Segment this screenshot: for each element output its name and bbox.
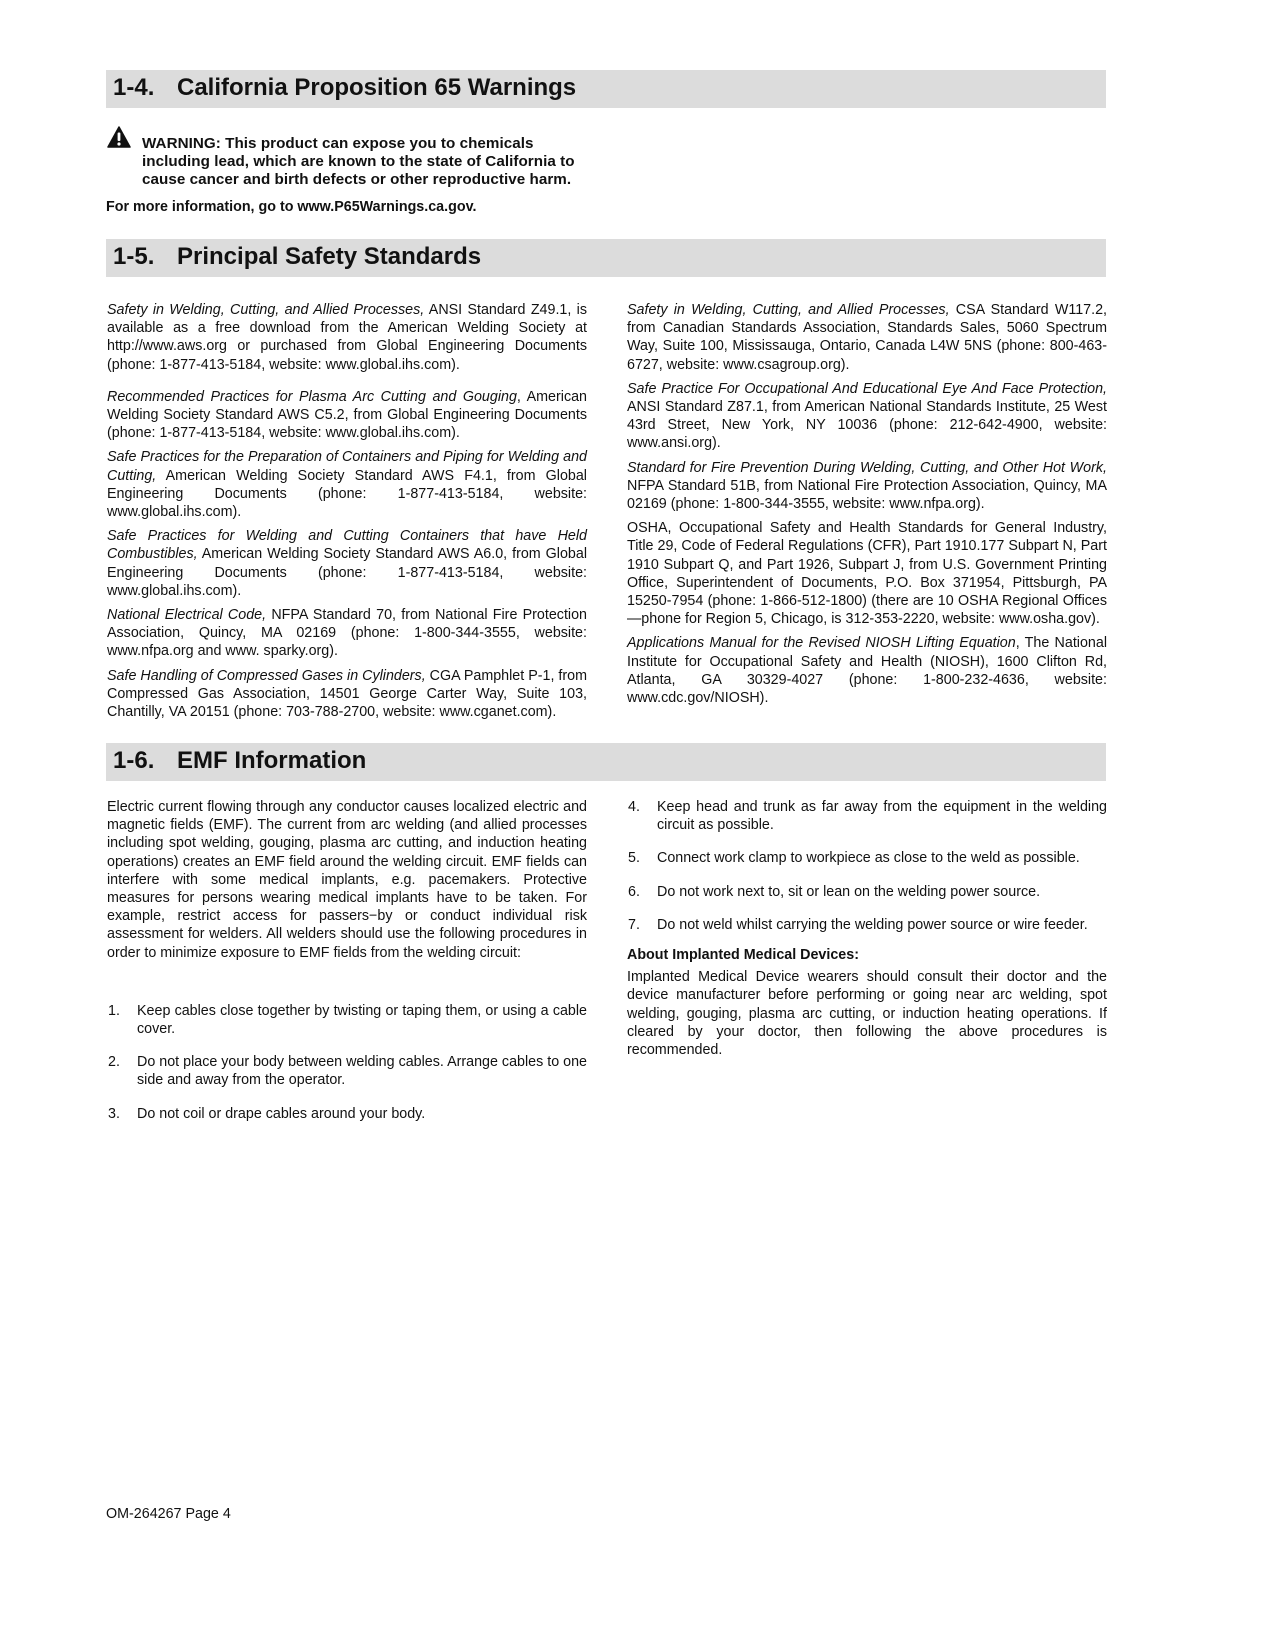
- warning-triangle-icon: [107, 126, 131, 148]
- section-title: California Proposition 65 Warnings: [177, 74, 577, 101]
- standard-details: CSA Standard W117.2, from Canadian Standards Association, Standards Sales, 5060 Spectrum Way, Suite 100, Mississauga, Ontario, Canada L4W 5NS (phone: 800-463-6727, website: www.csagroup.org).: [627, 302, 1108, 373]
- standard-details: ANSI Standard Z49.1, is available as a free download from the American Welding Society at http://www.aws.org or purchased from Global Engineering Documents (phone: 1-877-413-5184, website: www.global.ihs.com).: [107, 302, 587, 373]
- standard-entry: [107, 388, 587, 443]
- page-footer: OM-264267 Page 4: [106, 1506, 231, 1522]
- list-number: 7.: [628, 916, 640, 933]
- section-title: Principal Safety Standards: [177, 243, 482, 270]
- standard-details: , American Welding Society Standard AWS C5.2, from Global Engineering Documents (phone: 1-877-413-5184, website: www.global.ihs.com).: [107, 388, 587, 442]
- section-header-standards: [106, 239, 1106, 277]
- list-number: 5.: [628, 850, 640, 867]
- list-number: 4.: [628, 799, 640, 815]
- standard-title: Safe Practices for the Preparation of Containers and Piping for Welding and Cutting,: [107, 449, 587, 484]
- implant-text: Implanted Medical Device wearers should consult their doctor and the device manufacturer before performing or going near arc welding, spot welding, gouging, plasma arc cutting, or induction heating operations. If cleared by your doctor, then following the above procedures is recommended.: [627, 969, 1107, 1059]
- standard-entry: [107, 527, 587, 600]
- standard-title: Standard for Fire Prevention During Welding, Cutting, and Other Hot Work,: [627, 459, 1107, 476]
- standard-title: Safety in Welding, Cutting, and Allied Processes,: [627, 302, 950, 318]
- list-number: 2.: [108, 1054, 120, 1071]
- standard-entry: [627, 634, 1107, 707]
- standard-entry: [627, 380, 1107, 453]
- standard-entry: [627, 459, 1107, 514]
- standards-left-column: [107, 301, 587, 727]
- list-text: Keep cables close together by twisting or taping them, or using a cable cover.: [137, 1002, 587, 1038]
- list-text: Keep head and trunk as far away from the equipment in the welding circuit as possible.: [657, 799, 1107, 834]
- emf-list-item: [627, 849, 1107, 867]
- standard-details: American Welding Society Standard AWS A6.0, from Global Engineering Documents (phone: 1-877-413-5184, website: www.global.ihs.com).: [107, 546, 587, 599]
- standard-title: Safe Practices for Welding and Cutting Containers that have Held Combustibles,: [107, 528, 587, 563]
- standard-details: CGA Pamphlet P-1, from Compressed Gas Association, 14501 George Carter Way, Suite 103, Chantilly, VA 20151 (phone: 703-788-2700, website: www.cganet.com).: [107, 667, 587, 721]
- emf-list-item: [107, 1105, 587, 1123]
- section-title: EMF Information: [177, 747, 367, 774]
- section-number: 1-4.: [113, 74, 155, 101]
- implant-heading: About Implanted Medical Devices:: [627, 947, 859, 964]
- list-text: Connect work clamp to workpiece as close to the weld as possible.: [657, 850, 1080, 867]
- list-text: Do not place your body between welding cables. Arrange cables to one side and away from the operator.: [137, 1054, 587, 1089]
- emf-right-column: [627, 798, 1107, 1065]
- section-header-prop65: [106, 70, 1106, 108]
- standard-details: NFPA Standard 51B, from National Fire Protection Association, Quincy, MA 02169 (phone: 1-800-344-3555, website: www.nfpa.org).: [627, 477, 1107, 513]
- list-number: 3.: [108, 1105, 120, 1122]
- standard-details: OSHA, Occupational Safety and Health Standards for General Industry, Title 29, Code of Federal Regulations (CFR), Part 1910.177 Subpart N, Part 1910 Subpart Q, and Part 1926, Subpart J, from U.S. Government Printing Office, Superintendent of Documents, P.O. Box 371954, Pittsburgh, PA 15250-7954 (phone: 1-866-512-1800) (there are 10 OSHA Regional Offices—phone for Region 5, Chicago, is 312-353-2220, website: www.osha.gov).: [627, 520, 1107, 628]
- emf-list-item: [107, 1053, 587, 1089]
- emf-left-column: [107, 798, 587, 1138]
- standard-title: Applications Manual for the Revised NIOSH Lifting Equation: [627, 635, 1016, 652]
- standard-details: American Welding Society Standard AWS F4.1, from Global Engineering Documents (phone: 1-877-413-5184, website: www.global.ihs.com).: [107, 467, 587, 521]
- standard-entry: [107, 301, 587, 374]
- section-number: 1-6.: [113, 747, 155, 774]
- warning-text: WARNING: This product can expose you to chemicals including lead, which are known to the state of California to cause cancer and birth defects or other reproductive harm.: [142, 135, 575, 188]
- standard-details: NFPA Standard 70, from National Fire Protection Association, Quincy, MA 02169 (phone: 1-800-344-3555, website: www.nfpa.org and www. sparky.org).: [107, 607, 588, 660]
- standard-title: Safe Practice For Occupational And Educational Eye And Face Protection,: [627, 380, 1107, 397]
- emf-list-item: [627, 798, 1107, 834]
- standard-entry: [107, 667, 587, 722]
- standard-title: Safety in Welding, Cutting, and Allied Processes,: [107, 302, 425, 318]
- standards-right-column: [627, 301, 1107, 713]
- list-text: Do not weld whilst carrying the welding power source or wire feeder.: [657, 916, 1088, 933]
- list-number: 6.: [628, 883, 640, 900]
- standard-details: , The National Institute for Occupational Safety and Health (NIOSH), 1600 Clifton Rd, Atlanta, GA 30329-4027 (phone: 1-800-232-4636, website: www.cdc.gov/NIOSH).: [627, 635, 1107, 707]
- section-number: 1-5.: [113, 243, 155, 270]
- section-header-emf: [106, 743, 1106, 781]
- more-info-link[interactable]: For more information, go to www.P65Warnings.ca.gov.: [106, 199, 477, 215]
- standard-title: National Electrical Code,: [107, 607, 267, 624]
- emf-list-item: [107, 1002, 587, 1038]
- standard-title: Recommended Practices for Plasma Arc Cutting and Gouging: [107, 388, 517, 405]
- emf-list-item: [627, 883, 1107, 901]
- standard-entry: [627, 301, 1107, 374]
- list-number: 1.: [108, 1002, 120, 1019]
- emf-intro: Electric current flowing through any conductor causes localized electric and magnetic fields (EMF). The current from arc welding (and allied processes including spot welding, gouging, plasma arc cutting, and induction heating operations) creates an EMF field around the welding circuit. EMF fields can interfere with some medical implants, e.g. pacemakers. Protective measures for persons wearing medical implants have to be taken. For example, restrict access for passers−by or conduct individual risk assessment for welders. All welders should use the following procedures in order to minimize exposure to EMF fields from the welding circuit:: [107, 799, 587, 961]
- standard-entry: [627, 519, 1107, 628]
- list-text: Do not coil or drape cables around your body.: [137, 1105, 426, 1122]
- standard-entry: [107, 606, 587, 661]
- standard-title: Safe Handling of Compressed Gases in Cylinders,: [107, 667, 426, 684]
- list-text: Do not work next to, sit or lean on the welding power source.: [657, 883, 1041, 900]
- standard-details: ANSI Standard Z87.1, from American National Standards Institute, 25 West 43rd Street, New York, NY 10036 (phone: 212-642-4900, website: www.ansi.org).: [627, 399, 1107, 452]
- emf-list-item: [627, 916, 1107, 934]
- standard-entry: [107, 448, 587, 521]
